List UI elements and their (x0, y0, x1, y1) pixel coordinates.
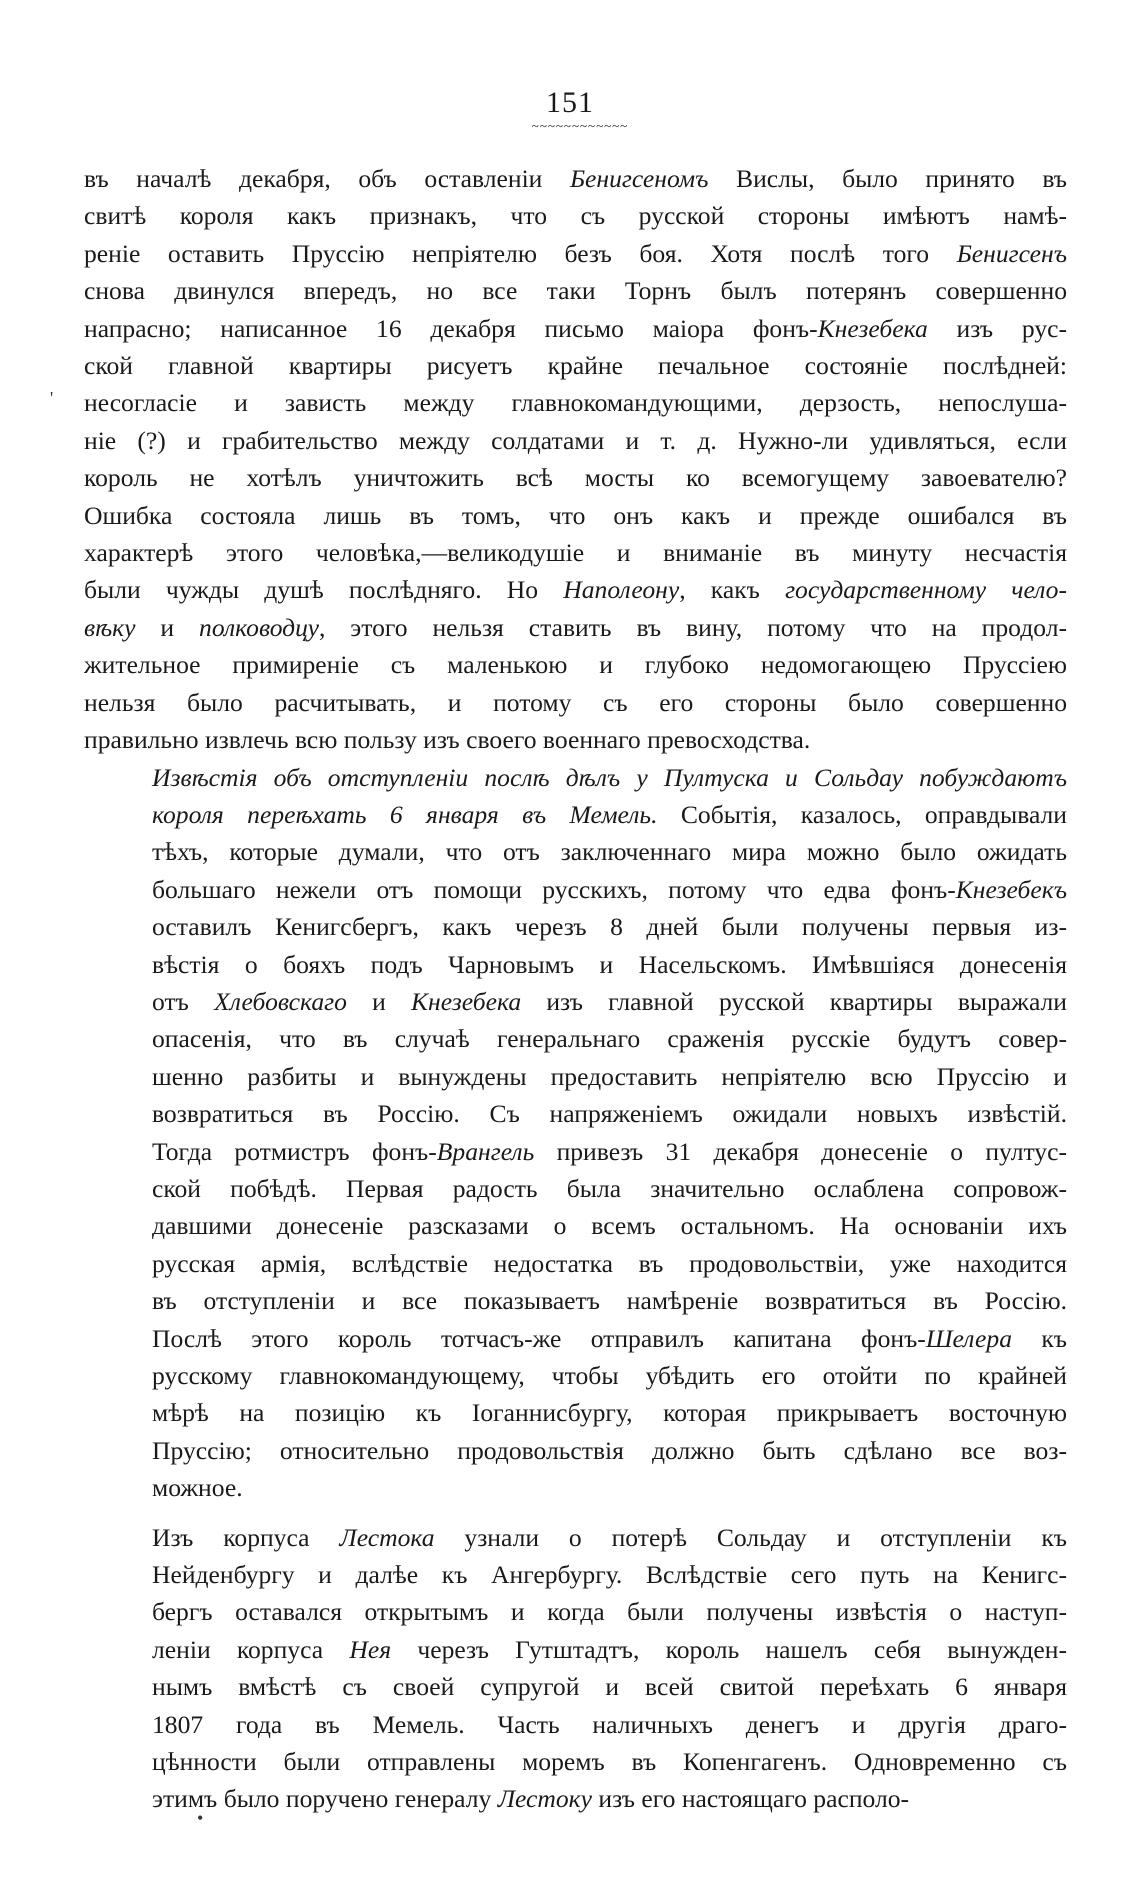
line-text: въ началѣ декабря, объ оставленіи (84, 164, 570, 193)
italic-name: Врангель (436, 1136, 535, 1166)
line-text: русскому главнокомандующему, чтобы убѣдить его отойти по крайней (152, 1361, 1067, 1390)
text-line (84, 160, 1067, 197)
text-line (84, 1020, 1067, 1057)
italic-name: Хлебовскаго (214, 986, 347, 1016)
text-line (84, 1394, 1067, 1431)
line-text: можное. (152, 1473, 243, 1503)
text-line (84, 1556, 1067, 1593)
text-line (84, 1743, 1067, 1780)
text-line (84, 310, 1067, 347)
paragraph-2 (84, 759, 1067, 1507)
line-text: жительное примиреніе съ маленькою и глубоко недомогающею Пруссіею (84, 650, 1067, 680)
text-line (84, 1170, 1067, 1207)
line-text: большаго нежели отъ помощи русскихъ, потому что едва фонъ- (152, 874, 956, 904)
line-text: правильно извлечь всю пользу изъ своего военнаго превосходства. (84, 725, 811, 755)
italic-name: Лестоку (497, 1784, 593, 1814)
line-text: леніи корпуса (152, 1634, 350, 1664)
line-text: изъ рус- (927, 313, 1067, 343)
text-line (84, 1357, 1067, 1394)
line-text: этимъ было поручено генералу (152, 1784, 498, 1814)
line-text: къ (1012, 1323, 1067, 1353)
text-line (84, 1245, 1067, 1282)
page-header (0, 86, 1140, 132)
text-line (84, 1631, 1067, 1668)
line-text: были чужды душѣ послѣдняго. Но (84, 575, 564, 605)
line-text: ской главной квартиры рисуетъ крайне печальное состояніе послѣдней: (84, 351, 1067, 381)
line-text: , этого нельзя ставить въ вину, потому что на продол- (318, 612, 1067, 642)
text-line (84, 1519, 1067, 1556)
line-text: характерѣ этого человѣка,—великодушіе и вниманіе въ минуту несчастія (84, 538, 1067, 568)
line-text: привезъ 31 декабря донесеніе о пултус- (534, 1136, 1067, 1166)
line-text: король не хотѣлъ уничтожить всѣ мосты ко всемогущему завоевателю? (84, 463, 1067, 493)
line-text: напрасно; написанное 16 декабря письмо маіора фонъ- (84, 313, 818, 343)
text-line (84, 908, 1067, 945)
italic-name: Лестока (339, 1522, 435, 1552)
text-line (84, 833, 1067, 870)
italic-name: вѣку (84, 612, 136, 642)
page-number: 151 (546, 86, 594, 119)
text-line (84, 1095, 1067, 1132)
line-text: реніе оставить Пруссію непріятелю безъ боя. Хотя послѣ того (84, 238, 957, 268)
text-line (84, 1668, 1067, 1705)
line-text: Пруссію; относительно продовольствія должно быть сдѣлано все воз- (152, 1435, 1067, 1465)
text-line (84, 347, 1067, 384)
line-text: нельзя было расчитывать, и потому съ его стороны было совершенно (84, 687, 1067, 717)
page-body (84, 160, 1067, 1818)
text-line (84, 946, 1067, 983)
text-line (84, 497, 1067, 534)
italic-name: Шелера (925, 1323, 1012, 1353)
line-text: Тогда ротмистръ фонъ- (152, 1136, 437, 1166)
line-text: отъ (152, 986, 215, 1016)
line-text: тѣхъ, которые думали, что отъ заключеннаго мира можно было ожидать (152, 837, 1067, 867)
text-line (84, 759, 1067, 796)
italic-name: государственному чело- (785, 575, 1067, 605)
line-text: , какъ (679, 575, 786, 605)
text-line (84, 384, 1067, 421)
margin-mark: ' (50, 388, 54, 408)
text-line (84, 871, 1067, 908)
italic-name: Извѣстія объ отступленіи послѣ дѣлъ у Пултуска и Сольдау побуждаютъ (152, 762, 1067, 792)
paragraph-1 (84, 160, 1067, 759)
line-text: цѣнности были отправлены моремъ въ Копенгагенъ. Одновременно съ (152, 1747, 1067, 1777)
italic-name: Нея (349, 1634, 392, 1664)
line-text: Событія, казалось, оправдывали (657, 799, 1068, 829)
line-text: вѣстія о бояхъ подъ Чарновымъ и Насельскомъ. Имѣвшіяся донесенія (152, 949, 1067, 979)
line-text: бергъ оставался открытымъ и когда были получены извѣстія о наступ- (152, 1597, 1067, 1627)
text-line (84, 534, 1067, 571)
italic-name: Бенигсенъ (956, 238, 1067, 268)
line-text: несогласіе и зависть между главнокомандующими, дерзость, непослуша- (84, 388, 1067, 418)
text-line (84, 796, 1067, 833)
line-text: нымъ вмѣстѣ съ своей супругой и всей свитой переѣхать 6 января (152, 1672, 1067, 1702)
line-text: оставилъ Кенигсбергъ, какъ черезъ 8 дней были получены первыя из- (152, 912, 1067, 942)
line-text: опасенія, что въ случаѣ генеральнаго сраженія русскіе будутъ совер- (152, 1024, 1067, 1054)
line-text: ской побѣдѣ. Первая радость была значительно ослаблена сопровож- (152, 1173, 1067, 1203)
text-line (84, 1706, 1067, 1743)
text-line (84, 983, 1067, 1020)
line-text: въ отступленіи и все показываетъ намѣреніе возвратиться въ Россію. (152, 1286, 1067, 1316)
text-line (84, 1282, 1067, 1319)
text-line (84, 422, 1067, 459)
text-line (84, 1133, 1067, 1170)
line-text: изъ главной русской квартиры выражали (521, 986, 1068, 1016)
italic-name: Кнезебека (411, 986, 522, 1016)
italic-name: Кнезебекъ (955, 874, 1067, 904)
text-line (84, 1469, 1067, 1506)
margin-mark-bottom: • (197, 1808, 204, 1828)
text-line (84, 721, 1067, 758)
line-text: изъ его настоящаго располо- (592, 1784, 910, 1814)
line-text: Нейденбургу и далѣе къ Ангербургу. Вслѣдствіе сего путь на Кенигс- (152, 1560, 1067, 1590)
line-text: и (346, 986, 412, 1016)
line-text: узнали о потерѣ Сольдау и отступленіи къ (434, 1522, 1067, 1552)
paragraph-gap (84, 1507, 1067, 1519)
line-text: возвратиться въ Россію. Съ напряженіемъ ожидали новыхъ извѣстій. (152, 1099, 1067, 1129)
text-line (84, 459, 1067, 496)
text-line (84, 571, 1067, 608)
text-line (84, 197, 1067, 234)
text-line (84, 1058, 1067, 1095)
line-text: Послѣ этого король тотчасъ-же отправилъ капитана фонъ- (152, 1323, 926, 1353)
line-text: черезъ Гутштадтъ, король нашелъ себя вынужден- (391, 1634, 1067, 1664)
italic-name: Наполеону (563, 575, 680, 605)
text-line (84, 1207, 1067, 1244)
line-text: Изъ корпуса (152, 1522, 340, 1552)
line-text: давшими донесеніе разсказами о всемъ остальномъ. На основаніи ихъ (152, 1211, 1067, 1241)
italic-name: Кнезебека (817, 313, 928, 343)
line-text: ніе (?) и грабительство между солдатами и т. д. Нужно-ли удивляться, если (84, 425, 1067, 455)
italic-name: короля переѣхать 6 января въ Мемель. (152, 799, 658, 829)
line-text: 1807 года въ Мемель. Часть наличныхъ денегъ и другія драго- (152, 1709, 1067, 1739)
line-text: мѣрѣ на позицію къ Іоганнисбургу, которая прикрываетъ восточную (152, 1398, 1067, 1428)
text-line (84, 684, 1067, 721)
text-line (84, 235, 1067, 272)
text-line (84, 609, 1067, 646)
line-text: русская армія, вслѣдствіе недостатка въ продовольствіи, уже находится (152, 1248, 1067, 1278)
line-text: Ошибка состояла лишь въ томъ, что онъ какъ и прежде ошибался въ (84, 500, 1067, 530)
line-text: Вислы, было принято въ (708, 164, 1067, 193)
text-line (84, 272, 1067, 309)
text-line (84, 646, 1067, 683)
line-text: шенно разбиты и вынуждены предоставить непріятелю всю Пруссію и (152, 1061, 1067, 1091)
italic-name: полководцу (199, 612, 319, 642)
text-line (84, 1780, 1067, 1817)
line-text: и (135, 612, 200, 642)
header-ornament: ~~~~~~~~~~~~ (531, 118, 629, 133)
line-text: снова двинулся впередъ, но все таки Торнъ былъ потерянъ совершенно (84, 276, 1067, 306)
line-text: свитѣ короля какъ признакъ, что съ русской стороны имѣютъ намѣ- (84, 201, 1067, 231)
text-line (84, 1593, 1067, 1630)
paragraph-3 (84, 1519, 1067, 1818)
text-line (84, 1432, 1067, 1469)
italic-name: Бенигсеномъ (569, 164, 709, 193)
text-line (84, 1320, 1067, 1357)
